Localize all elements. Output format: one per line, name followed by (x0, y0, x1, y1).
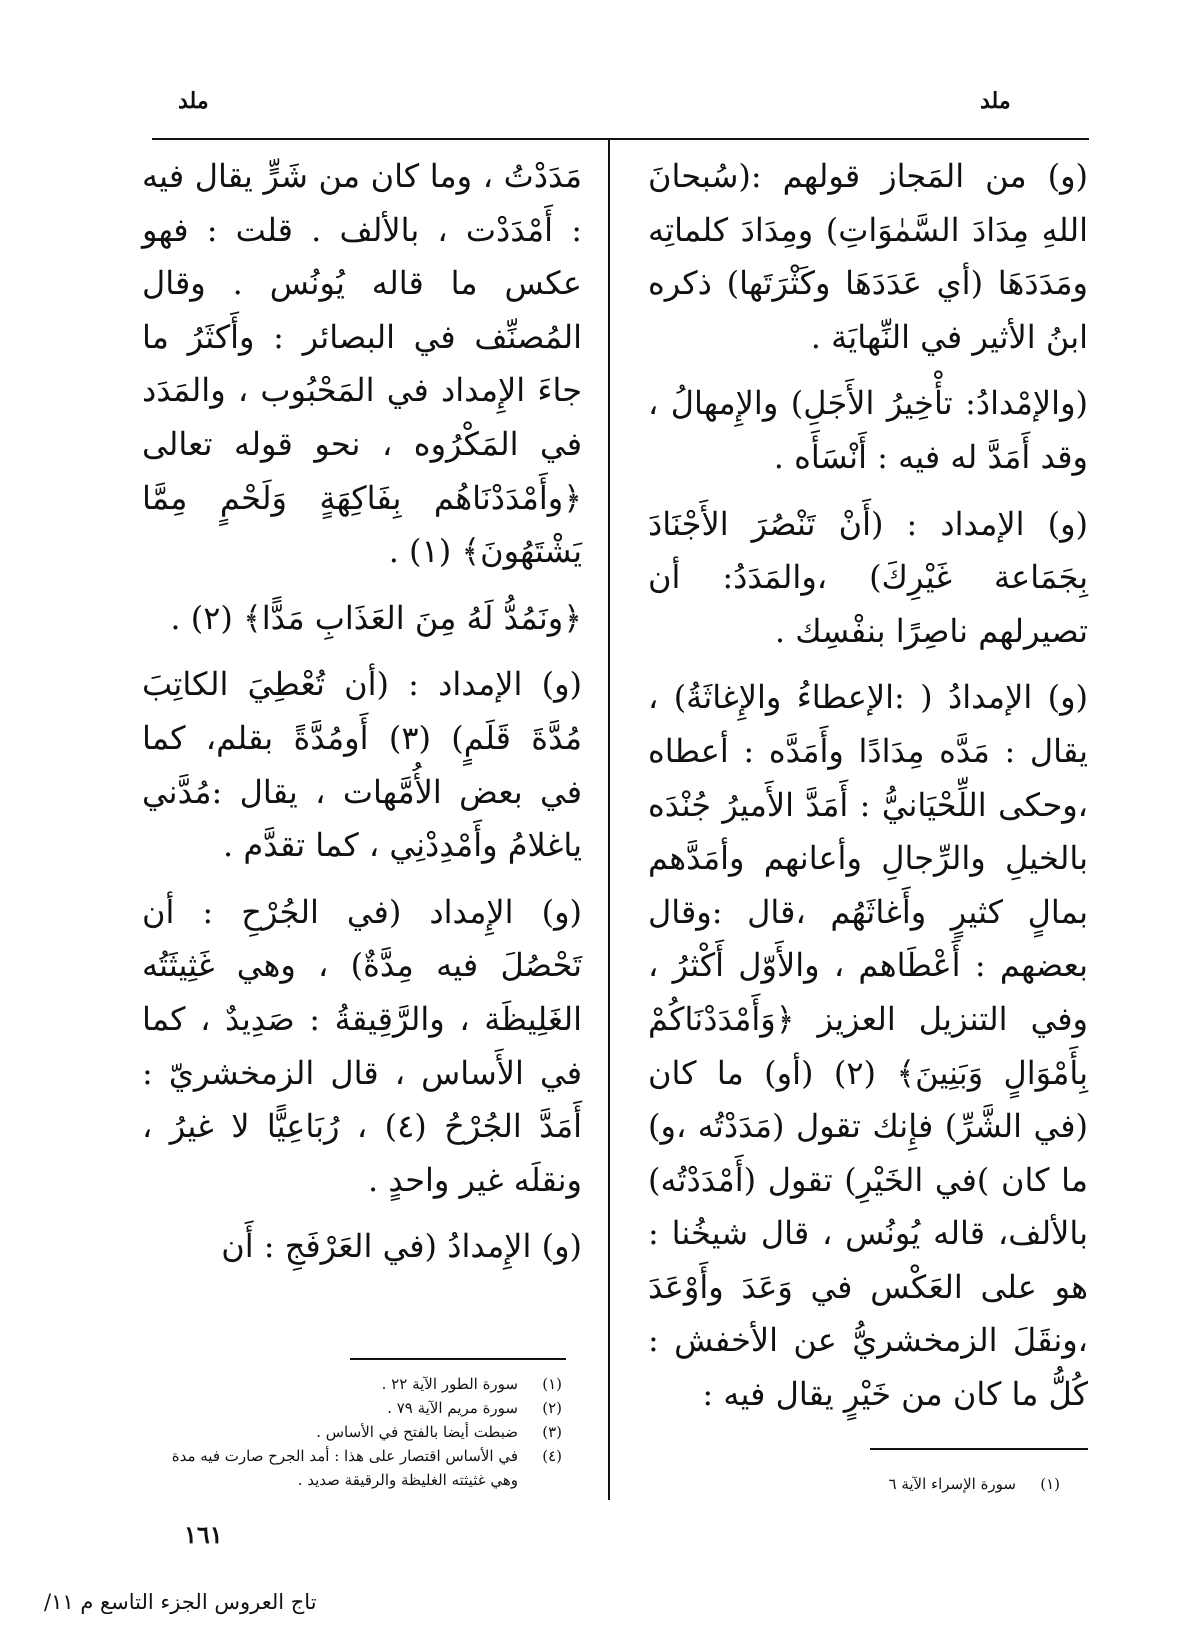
footnote-number: (١) (1040, 1475, 1060, 1493)
footnote (142, 1396, 562, 1420)
paragraph: (و) الإمداد : (أن تُعْطِيَ الكاتِبَ مُدَّةَ قَلَمٍ) (٣) أَومُدَّةً بقلم، كما في بعض الأُمَّهات ، يقال :مُدَّني ياغلامُ وأَمْدِدْنِي ، كما تقدَّم . (142, 665, 583, 865)
paragraph: مَدَدْتُ ، وما كان من شَرٍّ يقال فيه : أَمْدَدْت ، بالألف . قلت : فهو عكس ما قاله يُونُس . وقال المُصنِّف في البصائر : وأَكثَرُ ما جاءَ الإِمداد في المَحْبُوب ، والمَدَد في المَكْرُوه ، نحو قوله تعالى ﴿وأَمْدَدْنَاهُم بِفَاكِهَةٍ وَلَحْمٍ مِمَّا يَشْتَهُونَ﴾ (١) . (142, 157, 583, 571)
footnote-number: (١) (542, 1375, 562, 1393)
paragraph: (والإمْدادُ: تأْخِيرُ الأَجَلِ) والإِمهالُ ، وقد أَمَدَّ له فيه : أَنْسَأَه . (648, 384, 1088, 476)
paragraph: (و) الإِمدادُ (في العَرْفَجِ : أَن (221, 1227, 582, 1266)
paragraph: (و) الإمدادُ ( :الإعطاءُ والإِغاثَةُ) ، يقال : مَدَّه مِدَادًا وأَمَدَّه : أعطاه ،وحكى اللِّحْيَانيُّ : أَمَدَّ الأَميرُ جُنْدَه بالخيلِ والرِّجالِ وأعانهم وأمَدَّهم بمالٍ كثيرٍ وأَغاثَهُم ،قال :وقال بعضهم : أَعْطَاهم ، والأَوّل أَكْثرُ ، وفي التنزيل العزيز ﴿وَأَمْدَدْنَاكُمْ بِأَمْوَالٍ وَبَنِينَ﴾ (٢) (أو) ما كان (في الشَّرِّ) فإِنك تقول (مَدَدْتُه ،و) ما كان )في الخَيْرِ) تقول (أَمْدَدْتُه) بالألف، قاله يُونُس ، قال شيخُنا : هو على العَكْس في وَعَدَ وأَوْعَدَ ،ونقَلَ الزمخشريُّ عن الأخفش : كُلُّ ما كان من خَيْرٍ يقال فيه : (648, 678, 1089, 1414)
footnote-text: ضبطت أيضا بالفتح في الأساس . (316, 1423, 518, 1441)
paragraph: (و) الإمداد : (أَنْ تَنْصُرَ الأَجْنَادَ بِجَمَاعة غَيْرِكَ) ،والمَدَدُ: أن تصيرلهم ناصِرًا بنفْسِك . (648, 504, 1088, 650)
right-column (648, 150, 1088, 1422)
footnote-text: في الأساس اقتصار على هذا : أمد الجرح صارت فيه مدة وهي غثيثته الغليظة والرقيقة صديد . (171, 1447, 518, 1489)
footnote (142, 1420, 562, 1444)
running-head-right: ملد (980, 88, 1011, 114)
column-divider (608, 140, 610, 1500)
footnote (760, 1472, 1060, 1496)
book-signature: تاج العروس الجزء التاسع م ١١/ (44, 1590, 317, 1614)
footnote (142, 1372, 562, 1396)
header-rule (152, 138, 1089, 140)
footnote-text: سورة الطور الآية ٢٢ . (381, 1375, 518, 1393)
footnote-text: سورة مريم الآية ٧٩ . (387, 1399, 518, 1417)
footnotes-left (142, 1372, 562, 1492)
footnote-number: (٤) (542, 1447, 562, 1465)
footnote-number: (٣) (542, 1423, 562, 1441)
footnote-number: (٢) (542, 1399, 562, 1417)
footnote-rule-left (350, 1358, 566, 1360)
paragraph: (و) الإِمداد (في الجُرْحِ : أن تَحْصُلَ فيه مِدَّةٌ) ، وهي غَثِيثَتُه الغَلِيظَة ، والرَّقِيقةُ : صَدِيدٌ ، كما في الأَساس ، قال الزمخشريّ : أَمَدَّ الجُرْحُ (٤) ، رُبَاعِيًّا لا غيرُ ، ونقلَه غير واحدٍ . (142, 892, 582, 1199)
footnote-rule-right (870, 1448, 1088, 1450)
page-number: ١٦١ (184, 1520, 223, 1549)
footnote (142, 1444, 562, 1492)
left-column (142, 150, 582, 1274)
footnotes-right (760, 1472, 1060, 1496)
running-head-left: ملد (178, 88, 209, 114)
paragraph: (و) من المَجاز قولهم :(سُبحانَ اللهِ مِدَادَ السَّمٰوَاتِ) ومِدَادَ كلماتِه ومَدَدَهَا (أي عَدَدَهَا وكَثْرَتَها) ذكره ابنُ الأثير في النِّهايَة . (648, 157, 1088, 356)
footnote-text: سورة الإسراء الآية ٦ (888, 1475, 1016, 1493)
paragraph: ﴿ونَمُدُّ لَهُ مِنَ العَذَابِ مَدًّا﴾ (٢) . (170, 598, 582, 637)
